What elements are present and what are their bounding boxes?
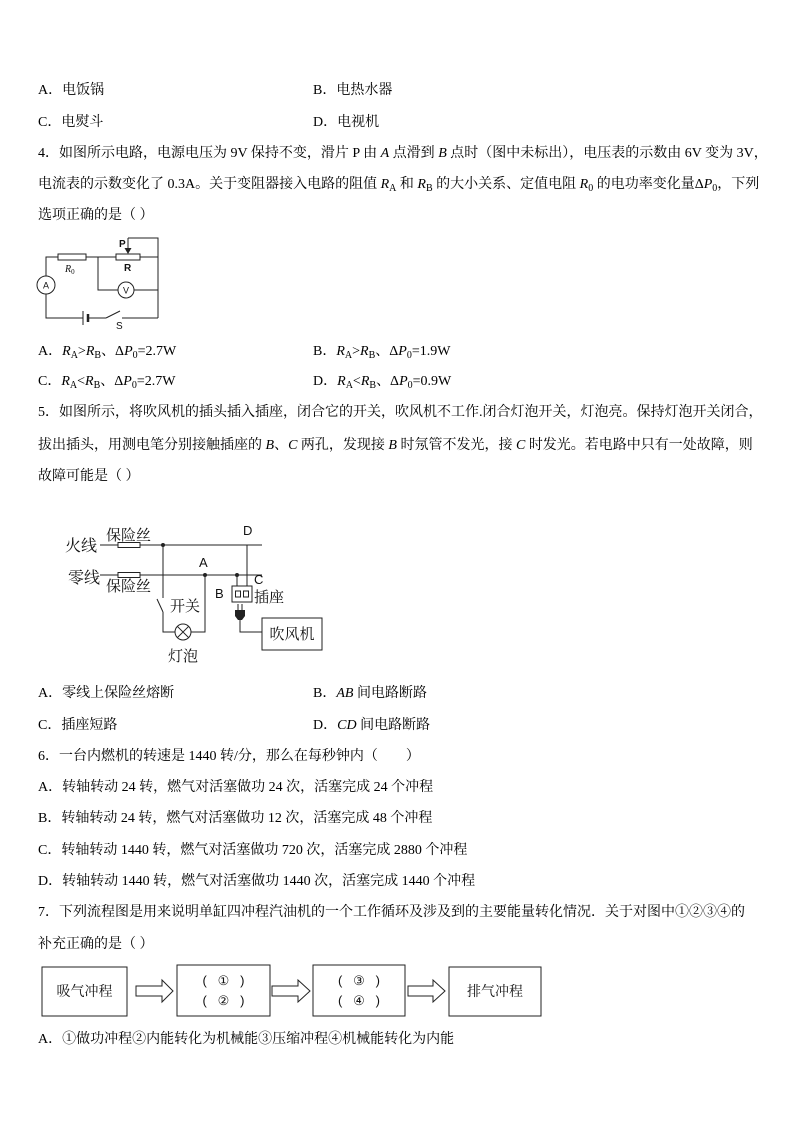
- live-fuse-label: 保险丝: [106, 527, 152, 544]
- q4-stem-text: 的大小关系、定值电阻: [432, 177, 580, 192]
- flow-arrow-icon: [408, 980, 445, 1002]
- exhaust-stroke-label: 排气冲程: [467, 983, 523, 999]
- rheostat-label: R: [124, 263, 132, 274]
- q5-stem-line-2: [38, 438, 753, 454]
- segment-cd-label: CD: [337, 718, 357, 733]
- neutral-fuse-label: 保险丝: [106, 578, 152, 595]
- q5-stem-text: 两孔，发现接: [297, 438, 389, 453]
- subscript: 0: [132, 350, 138, 361]
- blank-1: ( ① ): [202, 973, 245, 988]
- resistance-symbol: R: [380, 177, 390, 192]
- hole-b-label: B: [388, 438, 397, 453]
- q5-stem-text: 时氖管不发光，接: [396, 438, 516, 453]
- point-a-label: A: [199, 555, 208, 570]
- q6-option-c: C．转轴转动 1440 转，燃气对活塞做功 720 次，活塞完成 2880 个冲程: [38, 843, 468, 858]
- subscript: 0: [712, 183, 718, 194]
- subscript: A: [345, 380, 353, 391]
- point-d-label: D: [243, 523, 253, 538]
- power-change-value: =1.9W: [411, 344, 451, 359]
- q4-stem-text: 点时（图中未标出），电压表的示数由 6V 变为 3V，: [446, 146, 768, 161]
- resistance-symbol: R: [62, 344, 71, 359]
- blank-2: ( ② ): [202, 993, 245, 1008]
- resistance-symbol: R: [336, 344, 345, 359]
- q4-stem-text: 的电功率变化量Δ: [593, 177, 704, 192]
- resistance-symbol: R: [337, 374, 346, 389]
- junction-dot: [203, 573, 207, 577]
- switch-label: 开关: [170, 598, 201, 615]
- q7-flowchart: [38, 960, 548, 1022]
- q4-stem-line-1: [38, 146, 768, 162]
- option-text: 间电路断路: [356, 718, 431, 733]
- q4-stem-text: 点滑到: [389, 146, 439, 161]
- q3-option-b: B．电热水器: [313, 83, 393, 98]
- rheostat: [116, 254, 140, 260]
- separator: 、Δ: [100, 374, 124, 389]
- circuit-wires: [46, 238, 158, 318]
- resistance-symbol: R: [360, 344, 369, 359]
- q4-option-d: [313, 374, 451, 394]
- power-symbol: P: [399, 374, 408, 389]
- subscript: 0: [588, 183, 594, 194]
- option-letter: D．: [313, 718, 338, 733]
- socket-label: 插座: [254, 589, 285, 606]
- q7-stem-line-1: 7．下列流程图是用来说明单缸四冲程汽油机的一个工作循环及涉及到的主要能量转化情况．关于对图中①②③④的: [38, 905, 745, 920]
- option-text: 间电路断路: [353, 686, 427, 701]
- subscript: B: [368, 350, 376, 361]
- q6-option-a: A．转轴转动 24 转，燃气对活塞做功 24 次，活塞完成 24 个冲程: [38, 780, 434, 795]
- q5-stem-line-1: 5．如图所示，将吹风机的插头插入插座，闭合它的开关，吹风机不工作.闭合灯泡开关，灯泡亮。保持灯泡开关闭合，: [38, 405, 763, 420]
- q5-stem-text: 拔出插头，用测电笔分别接触插座的: [38, 438, 266, 453]
- power-symbol: P: [124, 344, 133, 359]
- point-a-label: A: [380, 146, 390, 161]
- resistance-symbol: R: [85, 374, 94, 389]
- subscript: B: [369, 380, 377, 391]
- option-letter: B．: [313, 686, 337, 701]
- q5-stem-text: 、: [274, 438, 289, 453]
- subscript: B: [93, 380, 101, 391]
- power-change-value: =2.7W: [136, 374, 176, 389]
- junction-dot: [235, 573, 239, 577]
- subscript: A: [344, 350, 353, 361]
- q4-stem-text: 电流表的示数变化了 0.3A。关于变阻器接入电路的阻值: [38, 177, 381, 192]
- q4-option-b: [313, 344, 450, 364]
- comparison-sign: <: [77, 374, 86, 389]
- ammeter-label: A: [42, 280, 50, 291]
- resistance-symbol: R: [579, 177, 589, 192]
- q4-stem-line-3: 选项正确的是（ ）: [38, 208, 154, 223]
- neutral-wire-label: 零线: [68, 570, 101, 587]
- blank-3: ( ③ ): [338, 973, 380, 988]
- q4-circuit-diagram: [36, 234, 166, 332]
- socket-hole-b: [236, 591, 241, 597]
- subscript: A: [69, 380, 78, 391]
- switch-label: S: [116, 321, 123, 332]
- option-letter: B．: [313, 344, 337, 359]
- q6-stem: 6．一台内燃机的转速是 1440 转/分，那么在每秒钟内（ ）: [38, 749, 420, 764]
- switch-blade: [106, 311, 120, 318]
- plug-prongs: [238, 604, 242, 610]
- q5-stem-line-3: 故障可能是（ ）: [38, 469, 140, 484]
- separator: 、Δ: [101, 344, 125, 359]
- hole-c-label: C: [288, 438, 298, 453]
- subscript: 0: [407, 380, 413, 391]
- resistance-symbol: R: [417, 177, 426, 192]
- q4-stem-text: ，下列: [717, 177, 760, 192]
- hole-c-label: C: [515, 438, 526, 453]
- socket-wires: [237, 545, 247, 586]
- fixed-resistor-r0: [58, 254, 86, 260]
- separator: 、Δ: [376, 374, 400, 389]
- comparison-sign: >: [352, 344, 361, 359]
- voltmeter-label: V: [122, 285, 130, 296]
- comparison-sign: <: [352, 374, 361, 389]
- hole-b-label: B: [265, 438, 275, 453]
- power-symbol: P: [123, 374, 132, 389]
- lamp-bulb-cross: [177, 626, 188, 637]
- q6-option-b: B．转轴转动 24 转，燃气对活塞做功 12 次，活塞完成 48 个冲程: [38, 811, 433, 826]
- q4-stem-line-2: [38, 177, 759, 197]
- bulb-label: 灯泡: [168, 648, 199, 665]
- q3-option-a: A．电饭锅: [38, 83, 105, 98]
- resistor-symbol: R: [65, 264, 72, 275]
- blank-4: ( ④ ): [338, 993, 380, 1008]
- comparison-sign: >: [77, 344, 86, 359]
- power-change-value: =2.7W: [137, 344, 177, 359]
- resistor-subscript: 0: [71, 268, 75, 276]
- q5-option-a: A．零线上保险丝熔断: [38, 686, 175, 701]
- subscript: 0: [131, 380, 137, 391]
- power-symbol: P: [703, 177, 713, 192]
- point-c-label: C: [254, 572, 264, 587]
- resistance-symbol: R: [360, 374, 370, 389]
- q4-option-c: [38, 374, 175, 394]
- flow-arrow-icon: [136, 980, 173, 1002]
- plug-head: [235, 610, 245, 620]
- resistance-symbol: R: [85, 344, 95, 359]
- socket-hole-c: [244, 591, 249, 597]
- intake-stroke-label: 吸气冲程: [56, 983, 113, 999]
- subscript: B: [94, 350, 102, 361]
- neutral-fuse: [118, 573, 140, 578]
- circuit-lines: [37, 238, 158, 325]
- q5-option-c: C．插座短路: [38, 718, 118, 733]
- fixed-resistor-label: [64, 264, 75, 276]
- q6-option-d: D．转轴转动 1440 转，燃气对活塞做功 1440 次，活塞完成 1440 个冲程: [38, 874, 476, 889]
- lamp-switch: [157, 599, 163, 612]
- plug-cord: [240, 620, 262, 632]
- q3-option-c: C．电熨斗: [38, 115, 104, 130]
- point-b-label: B: [215, 586, 224, 601]
- q4-stem-text: 4．如图所示电路，电源电压为 9V 保持不变，滑片 P 由: [38, 146, 381, 161]
- option-letter: A．: [38, 344, 63, 359]
- q3-option-d: D．电视机: [313, 115, 380, 130]
- segment-ab-label: AB: [336, 686, 354, 701]
- live-wire-label: 火线: [65, 538, 98, 555]
- subscript: B: [425, 183, 433, 194]
- subscript: A: [389, 183, 397, 194]
- subscript: 0: [406, 350, 412, 361]
- option-letter: D．: [313, 374, 338, 389]
- flow-arrow-icon: [272, 980, 310, 1002]
- q5-option-b: [313, 686, 427, 702]
- hair-dryer-label: 吹风机: [269, 626, 315, 643]
- point-b-label: B: [438, 146, 447, 161]
- option-letter: C．: [38, 374, 62, 389]
- power-change-value: =0.9W: [412, 374, 452, 389]
- power-symbol: P: [398, 344, 407, 359]
- q7-stem-line-2: 补充正确的是（ ）: [38, 937, 154, 952]
- q4-stem-text: 和: [396, 177, 418, 192]
- q5-household-circuit-diagram: [60, 518, 326, 666]
- q4-option-a: [38, 344, 176, 364]
- q7-option-a: A．①做功冲程②内能转化为机械能③压缩冲程④机械能转化为内能: [38, 1032, 455, 1047]
- subscript: A: [70, 350, 78, 361]
- junction-dot: [161, 543, 165, 547]
- q5-stem-text: 时发光。若电路中只有一处故障，则: [525, 438, 753, 453]
- resistance-symbol: R: [61, 374, 70, 389]
- separator: 、Δ: [375, 344, 399, 359]
- q5-option-d: [313, 718, 430, 734]
- slider-label: P: [119, 239, 126, 250]
